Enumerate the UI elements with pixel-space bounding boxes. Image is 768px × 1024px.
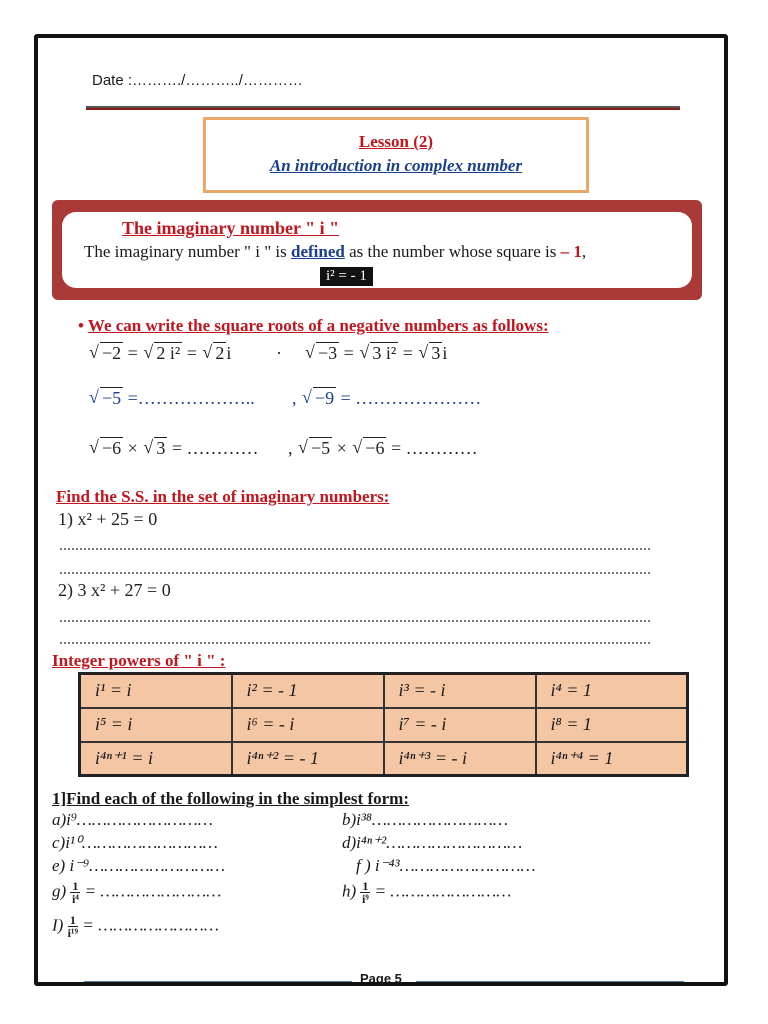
footer-rule-right (416, 981, 684, 982)
exercise-g: g) $\frac{1}{\text{i⁴}}$ = …………………… (52, 879, 222, 906)
sqrt-symbol: √ −3 (305, 343, 339, 364)
table-row (80, 742, 688, 776)
root-question-2: , √ −9 = ………………… (292, 388, 481, 409)
sqrt-symbol: √ −5 (298, 438, 332, 459)
powers-table (78, 672, 689, 777)
sqrt-symbol: √ 2 (202, 343, 226, 364)
sqrt-symbol: √ 3 i² (359, 343, 398, 364)
lesson-title-box (203, 117, 589, 193)
sqrt-symbol: √ 2 i² (143, 343, 182, 364)
table-cell: i⁴ⁿ⁺³ = - i (384, 742, 536, 776)
exercise-i: I) $\frac{1}{\text{i¹⁹}}$ = …………………… (52, 913, 220, 940)
powers-heading: Integer powers of " i " : (52, 651, 226, 670)
page-number: Page 5 (360, 971, 402, 986)
definition-equation: i² = - 1 (320, 267, 373, 286)
solve-heading: Find the S.S. in the set of imaginary numbers: (56, 487, 390, 506)
table-row (80, 708, 688, 742)
roots-bullet-text: We can write the square roots of a negative numbers as follows: (87, 316, 549, 335)
fraction: $\frac{1}{\text{i¹⁹}}$ (67, 913, 79, 940)
table-cell: i⁴ = 1 (536, 674, 688, 708)
header-rule (86, 106, 680, 110)
table-cell: i⁵ = i (80, 708, 232, 742)
lesson-subtitle: An introduction in complex number (269, 156, 523, 175)
lesson-number: Lesson (2) (358, 132, 434, 151)
exercise-f: f ) i⁻⁴³……………………… (356, 856, 536, 875)
definition-title: The imaginary number " i " (122, 218, 340, 238)
exercise-h: h) $\frac{1}{\text{i⁹}}$ = …………………… (342, 879, 512, 906)
separator-dot: · (276, 343, 282, 363)
definition-text (84, 242, 586, 262)
table-cell: i⁴ⁿ⁺⁴ = 1 (536, 742, 688, 776)
sqrt-symbol: √ 3 (418, 343, 442, 364)
date-line: Date :………./………../………… (92, 72, 303, 89)
sqrt-symbol: √ −6 (89, 438, 123, 459)
answer-line (60, 642, 650, 644)
definition-text-before: The imaginary number " i " is (84, 242, 291, 261)
exercise-c: c)i¹⁰……………………… (52, 833, 218, 852)
root-question-4: , √ −5 × √ −6 = ………… (288, 438, 478, 459)
equation-2: 2) 3 x² + 27 = 0 (58, 580, 171, 600)
table-row (80, 674, 688, 708)
table-cell: i⁴ⁿ⁺² = - 1 (232, 742, 384, 776)
answer-line (60, 620, 650, 622)
page-footer (84, 971, 684, 988)
table-cell: i⁸ = 1 (536, 708, 688, 742)
fraction: $\frac{1}{\text{i⁹}}$ (361, 879, 369, 906)
definition-text-after: as the number whose square is (344, 242, 561, 261)
table-cell: i¹ = i (80, 674, 232, 708)
footer-rule-left (84, 981, 352, 982)
table-cell: i⁶ = - i (232, 708, 384, 742)
root-example-1: √ −2 = √ 2 i² = √ 2 i (88, 343, 231, 364)
definition-keyword: defined (290, 242, 345, 261)
roots-bullet: • We can write the square roots of a negative numbers as follows: (78, 316, 549, 335)
sqrt-symbol: √ −9 (302, 388, 336, 409)
table-cell: i⁷ = - i (384, 708, 536, 742)
root-question-3: √ −6 × √ 3 = ………… (88, 438, 258, 459)
exercise-heading: 1]Find each of the following in the simplest form: (52, 789, 409, 808)
sqrt-symbol: √ −5 (89, 388, 123, 409)
root-example-2: √ −3 = √ 3 i² = √ 3 i (304, 343, 447, 364)
sqrt-symbol: √ 3 (143, 438, 167, 459)
exercise-b: b)i³⁸……………………… (342, 810, 508, 829)
definition-inner (62, 212, 692, 288)
definition-comma: , (581, 242, 587, 261)
table-cell: i² = - 1 (232, 674, 384, 708)
table-cell: i⁴ⁿ⁺¹ = i (80, 742, 232, 776)
exercise-d: d)i⁴ⁿ⁺²……………………… (342, 833, 523, 852)
definition-value: – 1 (560, 242, 582, 261)
equation-1: 1) x² + 25 = 0 (58, 509, 158, 529)
exercise-e: e) i⁻⁹……………………… (52, 856, 226, 875)
root-question-1: √ −5 =……………….. (88, 388, 255, 409)
definition-box (52, 200, 702, 300)
answer-line (60, 548, 650, 550)
exercise-a: a)i⁹……………………… (52, 810, 213, 829)
answer-line (60, 572, 650, 574)
sqrt-symbol: √ −6 (352, 438, 386, 459)
sqrt-symbol: √ −2 (89, 343, 123, 364)
table-cell: i³ = - i (384, 674, 536, 708)
fraction: $\frac{1}{\text{i⁴}}$ (71, 879, 79, 906)
